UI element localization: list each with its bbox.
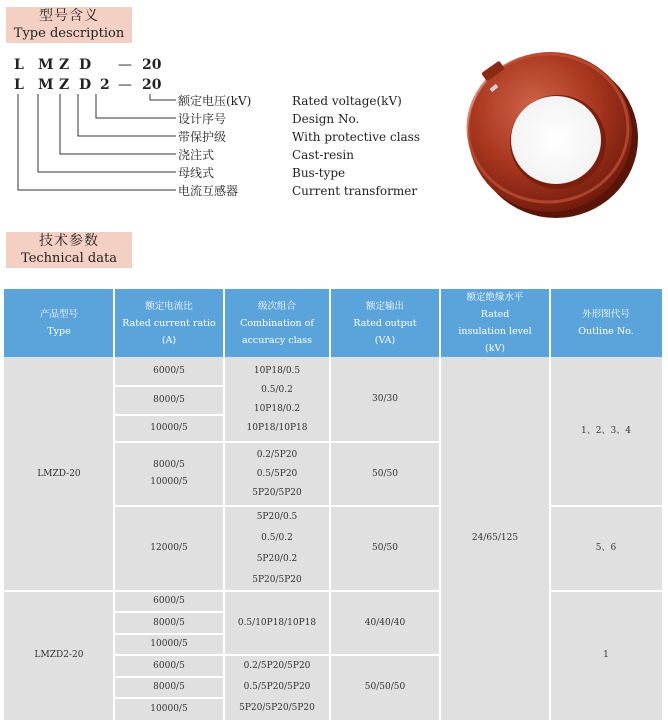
meaning-en: Cast-resin: [292, 148, 354, 162]
grid-line: [114, 505, 440, 507]
insulation-cell: 24/65/125: [471, 533, 519, 543]
accuracy-line: 5P20/0.2: [256, 553, 298, 564]
meaning-zh: 额定电压(kV): [178, 94, 252, 108]
ratio-cell: 8000/5: [153, 682, 185, 692]
accuracy-line: 0.5/0.2: [261, 532, 293, 543]
type-description-en: Type description: [13, 26, 125, 41]
header-line: insulation level: [458, 326, 532, 337]
meaning-zh: 带保护级: [178, 130, 227, 144]
ratio-cell: 10000/5: [150, 703, 188, 714]
accuracy-line: 5P20/5P20: [252, 574, 302, 585]
header-line: 额定绝缘水平: [466, 292, 524, 303]
grid-line: [114, 654, 440, 656]
ratio-line: 10000/5: [150, 477, 188, 487]
meaning-zh: 母线式: [178, 166, 215, 180]
technical-data-label: [6, 232, 132, 268]
header-line: 外形图代号: [582, 309, 630, 320]
code-char: 20: [142, 77, 162, 93]
output-cell: 30/30: [372, 394, 398, 404]
header-line: 级次组合: [257, 300, 296, 312]
technical-data-table: [4, 289, 662, 720]
meaning-en: With protective class: [292, 130, 420, 144]
header-line: Rated: [480, 309, 510, 320]
grid-line: [4, 590, 440, 592]
accuracy-line: 5P20/5P20: [252, 487, 302, 498]
accuracy-line: 5P20/0.5: [256, 511, 298, 522]
code-char: 20: [142, 57, 162, 73]
grid-line: [114, 385, 224, 387]
technical-data-zh: 技术参数: [39, 233, 99, 249]
type-description-zh: 型号含义: [39, 8, 99, 24]
type-cell: LMZD2-20: [34, 650, 84, 660]
header-line: (VA): [374, 334, 396, 346]
meaning-en: Rated voltage(kV): [292, 94, 402, 108]
code-char: M: [38, 57, 54, 73]
header-ratio: [114, 289, 224, 357]
ratio-cell: 10000/5: [150, 423, 188, 433]
accuracy-cell: [224, 506, 330, 591]
ratio-cell: 6000/5: [153, 660, 185, 671]
grid-line: [114, 633, 224, 635]
outline-cell: 5、6: [595, 543, 617, 553]
header-type: [4, 289, 114, 357]
outline-cell: 1、2、3、4: [581, 426, 631, 436]
accuracy-line: 0.2/5P20: [256, 449, 298, 460]
output-cell: 50/50/50: [364, 682, 406, 692]
accuracy-cell: 0.5/10P18/10P18: [237, 617, 317, 628]
meaning-en: Design No.: [292, 112, 360, 126]
header-line: 额定电流比: [145, 300, 193, 312]
grid-line: [114, 676, 224, 678]
ratio-line: 8000/5: [153, 460, 185, 470]
meaning-zh: 电流互感器: [178, 184, 239, 198]
accuracy-cell: [224, 655, 330, 720]
header-line: 额定输出: [365, 300, 404, 312]
grid-line: [114, 697, 224, 699]
accuracy-line: 5P20/5P20/5P20: [239, 703, 315, 713]
tree-line-design: [96, 94, 176, 118]
code-char: D: [79, 77, 92, 93]
output-cell: 40/40/40: [364, 617, 406, 628]
code-char: L: [14, 57, 24, 73]
type-cell: LMZD-20: [37, 468, 81, 479]
accuracy-line: 0.5/0.2: [261, 384, 293, 395]
ratio-cell: 12000/5: [150, 543, 188, 553]
meaning-zh: 浇注式: [178, 148, 215, 162]
ratio-cell: 8000/5: [153, 617, 185, 628]
accuracy-cell: [224, 357, 330, 442]
ratio-cell: 10000/5: [150, 639, 188, 649]
meaning-en: Bus-type: [292, 166, 346, 180]
code-char: Z: [59, 57, 70, 73]
meaning-en: Current transformer: [292, 184, 418, 198]
tree-line-ct: [18, 94, 176, 190]
technical-data-en: Technical data: [21, 251, 117, 266]
header-line: (A): [161, 334, 177, 346]
ratio-cell: 6000/5: [153, 366, 185, 376]
output-cell: 50/50: [372, 468, 398, 479]
code-char: 2: [100, 77, 110, 93]
code-char: —: [118, 77, 132, 93]
outline-cell: 1: [603, 650, 609, 660]
accuracy-line: 10P18/10P18: [246, 422, 308, 433]
code-char: L: [14, 77, 24, 93]
ratio-cell: [114, 442, 224, 506]
header-line: 产品型号: [39, 309, 78, 320]
tree-line-cast: [60, 94, 176, 154]
tree-line-voltage: [150, 94, 176, 100]
header-line: accuracy class: [241, 334, 313, 346]
grid-line: [550, 590, 662, 592]
header-line: Rated current ratio: [122, 317, 216, 329]
header-insulation: [440, 289, 550, 357]
accuracy-line: 10P18/0.2: [253, 403, 301, 414]
code-char: D: [79, 57, 92, 73]
grid-line: [550, 505, 662, 507]
code-char: M: [38, 77, 54, 93]
header-output: [330, 289, 440, 357]
grid-line: [114, 611, 224, 613]
header-line: (kV): [484, 343, 506, 354]
output-cell: 50/50: [372, 543, 398, 553]
grid-line: [114, 414, 224, 416]
header-line: Outline No.: [578, 326, 634, 337]
code-char: Z: [59, 77, 70, 93]
ratio-cell: 8000/5: [153, 395, 185, 405]
header-line: Combination of: [240, 317, 314, 329]
header-outline: [550, 289, 662, 357]
accuracy-line: 0.2/5P20/5P20: [243, 661, 311, 671]
tree-line-bus: [38, 94, 176, 172]
code-char: —: [118, 57, 132, 73]
header-line: Rated output: [353, 317, 417, 329]
header-accuracy: [224, 289, 330, 357]
header-line: Type: [47, 326, 71, 337]
accuracy-line: 0.5/5P20/5P20: [243, 682, 311, 692]
accuracy-cell: [224, 442, 330, 506]
current-transformer-photo: [460, 42, 642, 224]
meaning-zh: 设计序号: [178, 112, 227, 126]
ratio-cell: 6000/5: [153, 596, 185, 606]
accuracy-line: 10P18/0.5: [253, 365, 301, 376]
grid-line: [114, 441, 440, 443]
accuracy-line: 0.5/5P20: [256, 468, 298, 479]
